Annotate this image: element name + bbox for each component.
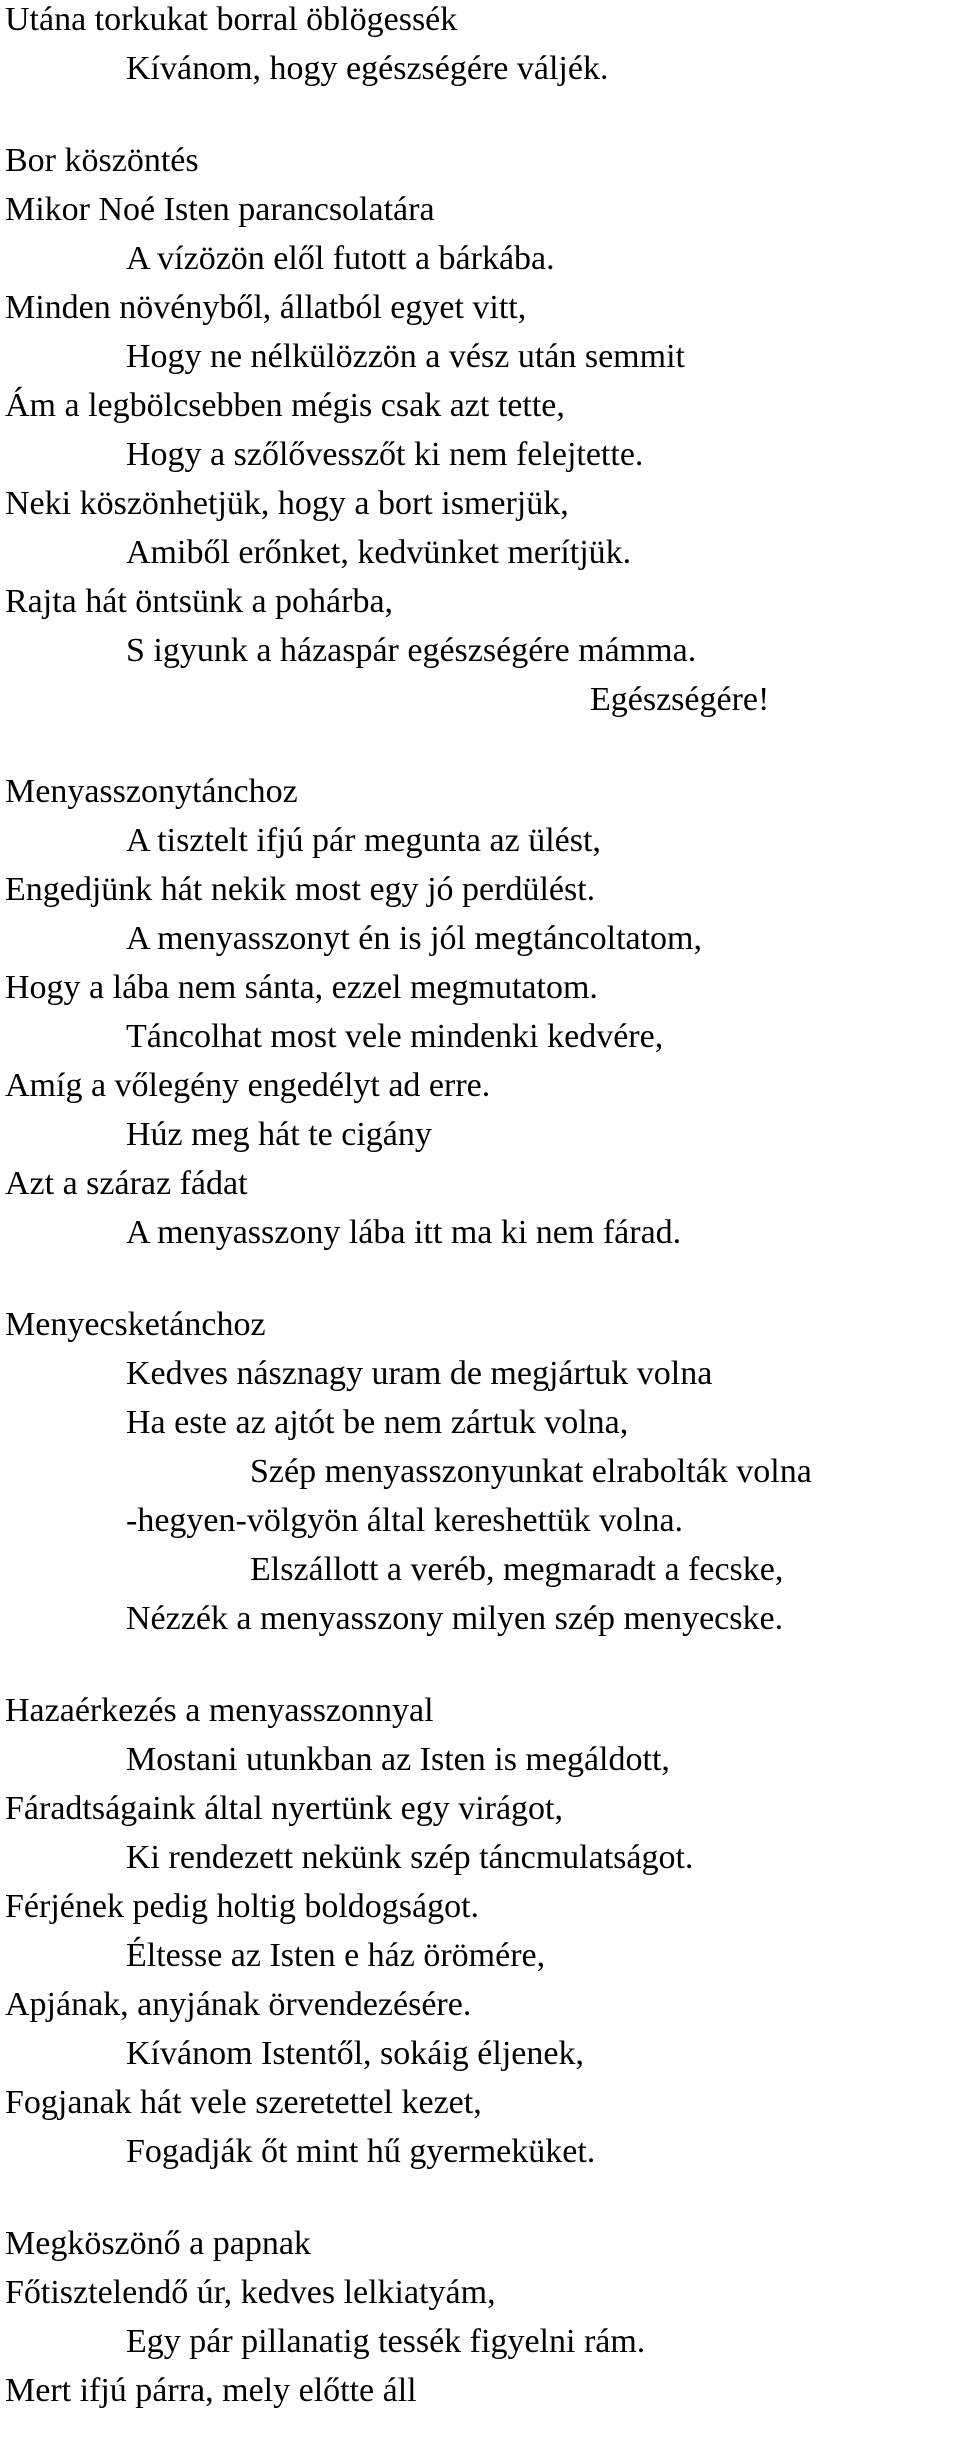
verse-line: Mikor Noé Isten parancsolatára xyxy=(5,191,435,228)
verse-line: Amíg a vőlegény engedélyt ad erre. xyxy=(5,1067,491,1104)
verse-line: S igyunk a házaspár egészségére mámma. xyxy=(126,632,697,669)
verse-line: A tisztelt ifjú pár megunta az ülést, xyxy=(126,822,601,859)
verse-line: A menyasszony lába itt ma ki nem fárad. xyxy=(126,1214,682,1251)
verse-line: Kedves násznagy uram de megjártuk volna xyxy=(126,1355,713,1392)
verse-line: Mostani utunkban az Isten is megáldott, xyxy=(126,1741,670,1778)
verse-line: Mert ifjú párra, mely előtte áll xyxy=(5,2372,417,2409)
verse-line: Hogy ne nélkülözzön a vész után semmit xyxy=(126,338,685,375)
verse-line: Neki köszönhetjük, hogy a bort ismerjük, xyxy=(5,485,569,522)
verse-line: Fogadják őt mint hű gyermeküket. xyxy=(126,2133,596,2170)
verse-line: Főtisztelendő úr, kedves lelkiatyám, xyxy=(5,2274,496,2311)
verse-line: Éltesse az Isten e ház örömére, xyxy=(126,1937,546,1974)
verse-line: Egy pár pillanatig tessék figyelni rám. xyxy=(126,2323,646,2360)
stanza-title: Megköszönő a papnak xyxy=(5,2225,311,2262)
verse-line: Minden növényből, állatból egyet vitt, xyxy=(5,289,527,326)
verse-line: Apjának, anyjának örvendezésére. xyxy=(5,1986,472,2023)
verse-line: Azt a száraz fádat xyxy=(5,1165,248,1202)
stanza-title: Menyasszonytánchoz xyxy=(5,773,298,810)
verse-line: A vízözön elől futott a bárkába. xyxy=(126,240,555,277)
stanza-title: Hazaérkezés a menyasszonnyal xyxy=(5,1692,434,1729)
verse-line: -hegyen-völgyön által kereshettük volna. xyxy=(126,1502,684,1539)
verse-line: Hogy a lába nem sánta, ezzel megmutatom. xyxy=(5,969,598,1006)
verse-line: Rajta hát öntsünk a pohárba, xyxy=(5,583,394,620)
verse-line: Húz meg hát te cigány xyxy=(126,1116,432,1153)
verse-line: Kívánom, hogy egészségére váljék. xyxy=(126,50,609,87)
verse-line: Amiből erőnket, kedvünket merítjük. xyxy=(126,534,632,571)
verse-line: Egészségére! xyxy=(590,681,770,718)
verse-line: Kívánom Istentől, sokáig éljenek, xyxy=(126,2035,584,2072)
verse-line: Utána torkukat borral öblögessék xyxy=(5,1,458,38)
stanza-title: Menyecsketánchoz xyxy=(5,1306,266,1343)
verse-line: Elszállott a veréb, megmaradt a fecske, xyxy=(250,1551,784,1588)
verse-line: Fogjanak hát vele szeretettel kezet, xyxy=(5,2084,482,2121)
verse-line: Férjének pedig holtig boldogságot. xyxy=(5,1888,480,1925)
verse-line: Hogy a szőlővesszőt ki nem felejtette. xyxy=(126,436,644,473)
verse-line: Fáradtságaink által nyertünk egy virágot, xyxy=(5,1790,563,1827)
verse-line: Szép menyasszonyunkat elrabolták volna xyxy=(250,1453,812,1490)
verse-line: Táncolhat most vele mindenki kedvére, xyxy=(126,1018,664,1055)
verse-line: Engedjünk hát nekik most egy jó perdülést. xyxy=(5,871,596,908)
verse-line: Ha este az ajtót be nem zártuk volna, xyxy=(126,1404,629,1441)
verse-line: Ki rendezett nekünk szép táncmulatságot. xyxy=(126,1839,694,1876)
verse-line: Nézzék a menyasszony milyen szép menyecske. xyxy=(126,1600,784,1637)
verse-line: A menyasszonyt én is jól megtáncoltatom, xyxy=(126,920,703,957)
stanza-title: Bor köszöntés xyxy=(5,142,199,179)
verse-line: Ám a legbölcsebben mégis csak azt tette, xyxy=(5,387,565,424)
